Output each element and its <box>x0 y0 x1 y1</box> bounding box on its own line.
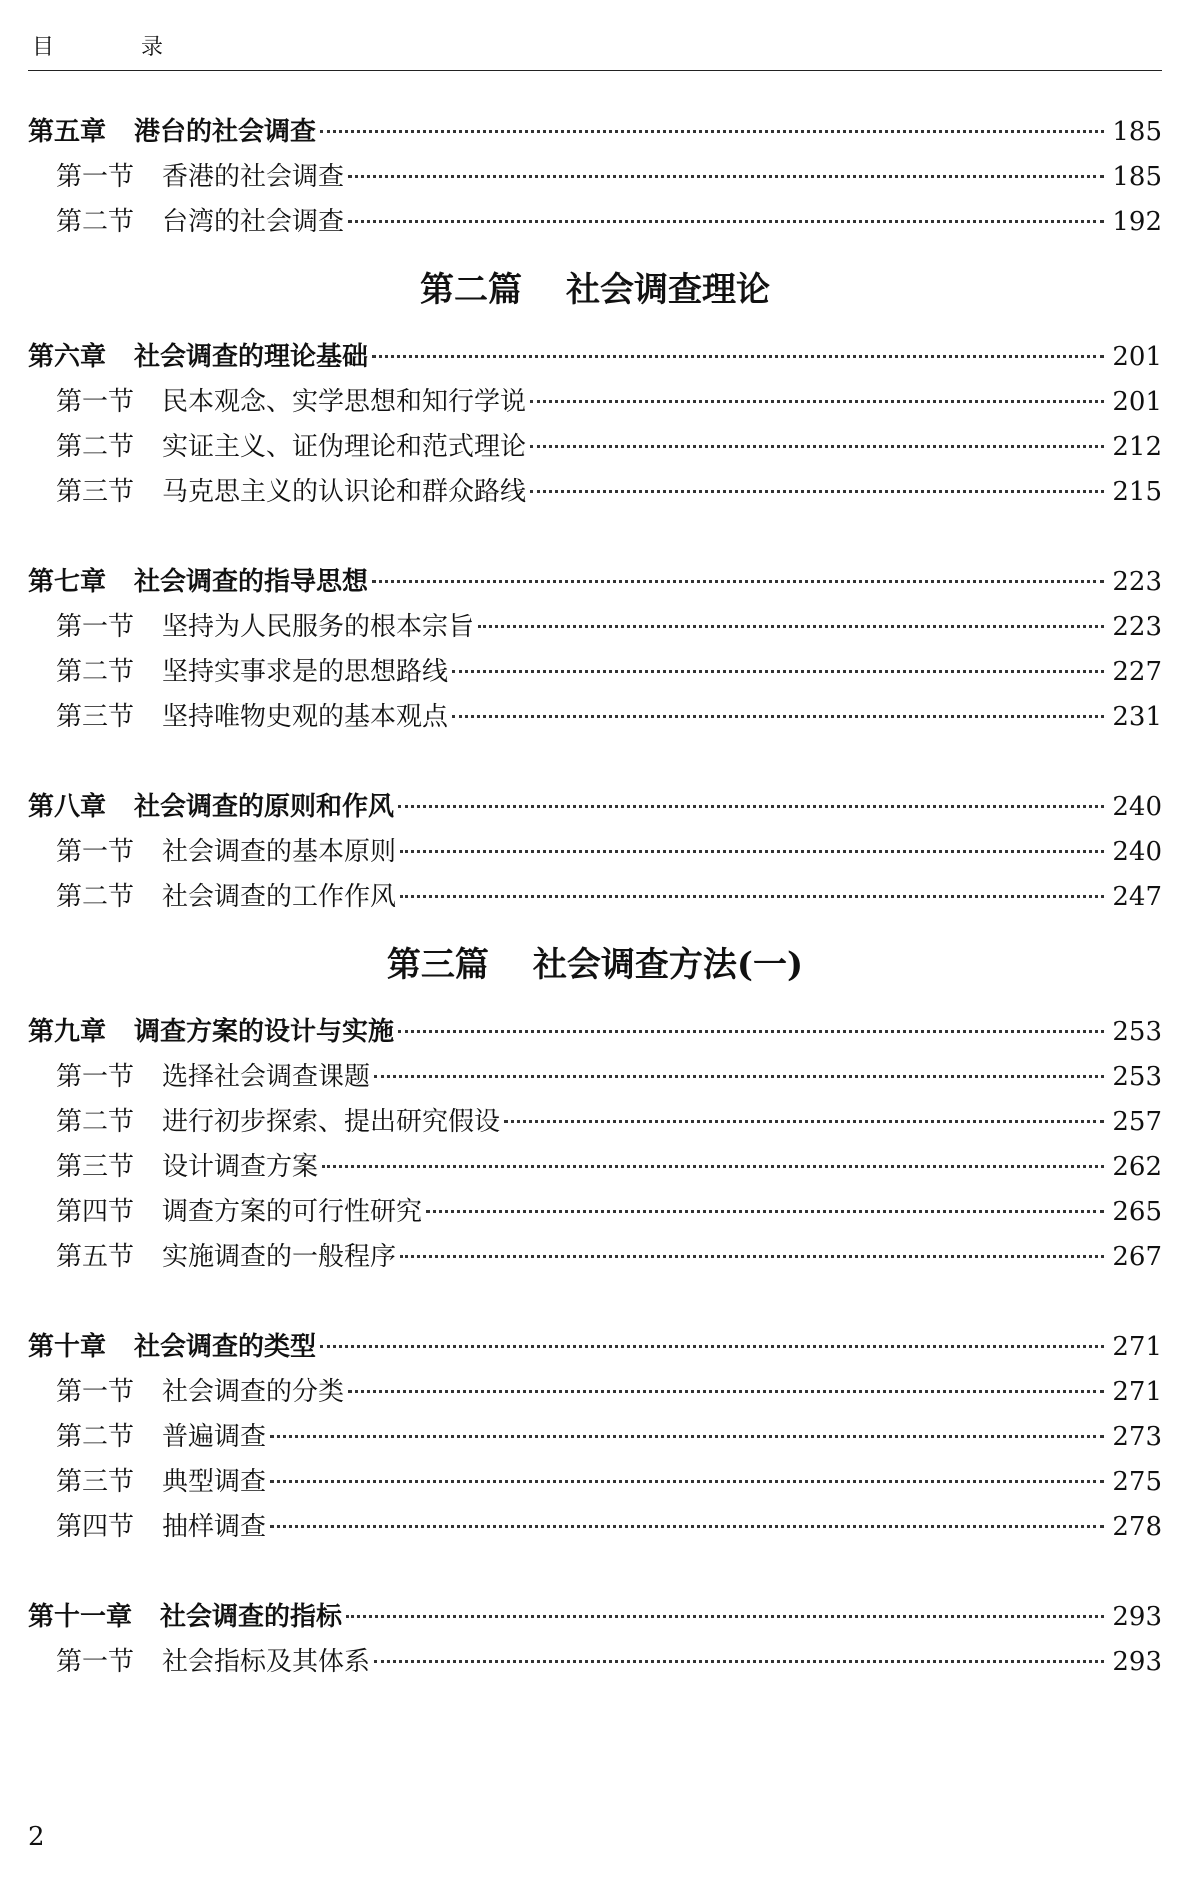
entry-label <box>56 380 526 425</box>
entry-label <box>56 470 526 515</box>
entry-label <box>56 1370 344 1415</box>
dot-leader <box>530 490 1104 493</box>
entry-label <box>56 425 526 470</box>
entry-label <box>28 1010 394 1055</box>
part-title: 社会调查理论 <box>566 270 770 310</box>
section-title: 社会指标及其体系 <box>162 1647 371 1677</box>
entry-page-number: 185 <box>1112 162 1162 192</box>
chapter-title: 调查方案的设计与实施 <box>134 1017 395 1047</box>
section-title: 选择社会调查课题 <box>162 1062 371 1092</box>
entry-label <box>56 695 448 740</box>
section-number: 第一节 <box>56 1062 135 1092</box>
entry-page-number: 240 <box>1112 792 1162 822</box>
chapter-title: 社会调查的原则和作风 <box>134 792 395 822</box>
dot-leader <box>478 625 1104 628</box>
chapter-number: 第八章 <box>28 792 107 822</box>
section-title: 实证主义、证伪理论和范式理论 <box>162 432 527 462</box>
dot-leader <box>348 220 1104 223</box>
entry-label <box>56 155 344 200</box>
dot-leader <box>270 1435 1104 1438</box>
entry-page-number: 185 <box>1112 117 1162 147</box>
section-number: 第三节 <box>56 702 135 732</box>
dot-leader <box>530 400 1104 403</box>
entry-label <box>56 875 396 920</box>
section-title: 社会调查的分类 <box>162 1377 345 1407</box>
entry-label <box>56 1100 500 1145</box>
toc-section-row[interactable] <box>28 1235 1162 1280</box>
entry-page-number: 201 <box>1112 387 1162 417</box>
toc-section-row[interactable] <box>28 695 1162 740</box>
dot-leader <box>398 805 1104 808</box>
section-title: 进行初步探索、提出研究假设 <box>162 1107 501 1137</box>
section-number: 第三节 <box>56 1152 135 1182</box>
entry-label <box>56 200 344 245</box>
entry-label <box>56 1505 266 1550</box>
section-number: 第二节 <box>56 882 135 912</box>
dot-leader <box>270 1525 1104 1528</box>
dot-leader <box>400 895 1104 898</box>
section-title: 典型调查 <box>162 1467 267 1497</box>
section-title: 社会调查的基本原则 <box>162 837 397 867</box>
entry-label <box>56 1055 370 1100</box>
section-number: 第三节 <box>56 1467 135 1497</box>
chapter-title: 社会调查的指导思想 <box>134 567 369 597</box>
section-number: 第一节 <box>56 837 135 867</box>
dot-leader <box>320 1345 1104 1348</box>
entry-page-number: 271 <box>1112 1377 1162 1407</box>
entry-page-number: 293 <box>1112 1602 1162 1632</box>
entry-label <box>28 1325 316 1370</box>
toc-section-row[interactable] <box>28 200 1162 245</box>
table-of-contents <box>28 110 1162 1685</box>
dot-leader <box>504 1120 1104 1123</box>
entry-page-number: 231 <box>1112 702 1162 732</box>
part-number: 第三篇 <box>386 945 489 985</box>
chapter-number: 第六章 <box>28 342 107 372</box>
toc-section-row[interactable] <box>28 605 1162 650</box>
dot-leader <box>400 1255 1104 1258</box>
toc-section-row[interactable] <box>28 380 1162 425</box>
dot-leader <box>346 1615 1104 1618</box>
page-header <box>28 26 1162 71</box>
section-number: 第一节 <box>56 1647 135 1677</box>
dot-leader <box>426 1210 1104 1213</box>
entry-label <box>56 830 396 875</box>
section-number: 第四节 <box>56 1197 135 1227</box>
section-title: 香港的社会调查 <box>162 162 345 192</box>
dot-leader <box>322 1165 1104 1168</box>
toc-spacer <box>28 740 1162 785</box>
toc-section-row[interactable] <box>28 425 1162 470</box>
entry-page-number: 223 <box>1112 612 1162 642</box>
section-title: 马克思主义的认识论和群众路线 <box>162 477 527 507</box>
entry-page-number: 253 <box>1112 1017 1162 1047</box>
section-number: 第三节 <box>56 477 135 507</box>
section-title: 抽样调查 <box>162 1512 267 1542</box>
section-number: 第一节 <box>56 612 135 642</box>
dot-leader <box>374 1660 1104 1663</box>
entry-page-number: 227 <box>1112 657 1162 687</box>
dot-leader <box>398 1030 1104 1033</box>
section-number: 第二节 <box>56 432 135 462</box>
toc-section-row[interactable] <box>28 470 1162 515</box>
entry-page-number: 253 <box>1112 1062 1162 1092</box>
toc-section-row[interactable] <box>28 1190 1162 1235</box>
chapter-number: 第五章 <box>28 117 107 147</box>
section-number: 第四节 <box>56 1512 135 1542</box>
toc-section-row[interactable] <box>28 155 1162 200</box>
dot-leader <box>530 445 1104 448</box>
entry-page-number: 267 <box>1112 1242 1162 1272</box>
toc-chapter-row[interactable] <box>28 110 1162 155</box>
toc-section-row[interactable] <box>28 1460 1162 1505</box>
dot-leader <box>270 1480 1104 1483</box>
entry-page-number: 271 <box>1112 1332 1162 1362</box>
chapter-title: 社会调查的指标 <box>160 1602 343 1632</box>
section-number: 第二节 <box>56 1107 135 1137</box>
dot-leader <box>372 355 1104 358</box>
section-number: 第二节 <box>56 207 135 237</box>
part-title: 社会调查方法(一) <box>532 945 804 985</box>
entry-page-number: 215 <box>1112 477 1162 507</box>
dot-leader <box>372 580 1104 583</box>
entry-label <box>56 1145 318 1190</box>
entry-label <box>56 605 474 650</box>
toc-spacer <box>28 1280 1162 1325</box>
dot-leader <box>320 130 1104 133</box>
entry-page-number: 262 <box>1112 1152 1162 1182</box>
toc-section-row[interactable] <box>28 1100 1162 1145</box>
entry-label <box>56 1190 422 1235</box>
chapter-number: 第十一章 <box>28 1602 133 1632</box>
section-number: 第一节 <box>56 387 135 417</box>
chapter-number: 第九章 <box>28 1017 107 1047</box>
entry-page-number: 257 <box>1112 1107 1162 1137</box>
toc-section-row[interactable] <box>28 875 1162 920</box>
section-number: 第二节 <box>56 657 135 687</box>
entry-label <box>56 1415 266 1460</box>
section-title: 设计调查方案 <box>162 1152 319 1182</box>
toc-chapter-row[interactable] <box>28 335 1162 380</box>
chapter-title: 社会调查的类型 <box>134 1332 317 1362</box>
entry-page-number: 265 <box>1112 1197 1162 1227</box>
part-heading <box>28 245 1162 335</box>
toc-chapter-row[interactable] <box>28 1325 1162 1370</box>
toc-chapter-row[interactable] <box>28 1010 1162 1055</box>
entry-page-number: 247 <box>1112 882 1162 912</box>
section-title: 社会调查的工作作风 <box>162 882 397 912</box>
entry-page-number: 201 <box>1112 342 1162 372</box>
toc-chapter-row[interactable] <box>28 785 1162 830</box>
entry-label <box>56 1640 370 1685</box>
section-title: 调查方案的可行性研究 <box>162 1197 423 1227</box>
section-title: 实施调查的一般程序 <box>162 1242 397 1272</box>
dot-leader <box>374 1075 1104 1078</box>
toc-section-row[interactable] <box>28 830 1162 875</box>
header-title: 目 录 <box>32 35 203 60</box>
section-title: 普遍调查 <box>162 1422 267 1452</box>
toc-section-row[interactable] <box>28 1145 1162 1190</box>
toc-chapter-row[interactable] <box>28 1595 1162 1640</box>
toc-section-row[interactable] <box>28 1640 1162 1685</box>
chapter-number: 第七章 <box>28 567 107 597</box>
section-number: 第五节 <box>56 1242 135 1272</box>
chapter-number: 第十章 <box>28 1332 107 1362</box>
section-title: 坚持为人民服务的根本宗旨 <box>162 612 475 642</box>
entry-label <box>28 110 316 155</box>
entry-label <box>28 785 394 830</box>
toc-spacer <box>28 515 1162 560</box>
part-heading <box>28 920 1162 1010</box>
toc-section-row[interactable] <box>28 1415 1162 1460</box>
dot-leader <box>348 1390 1104 1393</box>
toc-chapter-row[interactable] <box>28 560 1162 605</box>
entry-label <box>28 335 368 380</box>
chapter-title: 港台的社会调查 <box>134 117 317 147</box>
entry-label <box>56 1235 396 1280</box>
entry-page-number: 223 <box>1112 567 1162 597</box>
section-number: 第一节 <box>56 162 135 192</box>
section-title: 台湾的社会调查 <box>162 207 345 237</box>
entry-page-number: 192 <box>1112 207 1162 237</box>
entry-page-number: 293 <box>1112 1647 1162 1677</box>
entry-label <box>56 1460 266 1505</box>
page-number: 2 <box>28 1822 45 1852</box>
dot-leader <box>452 715 1104 718</box>
part-number: 第二篇 <box>420 270 522 310</box>
entry-label <box>28 1595 342 1640</box>
section-number: 第二节 <box>56 1422 135 1452</box>
section-title: 坚持唯物史观的基本观点 <box>162 702 449 732</box>
entry-page-number: 278 <box>1112 1512 1162 1542</box>
entry-page-number: 212 <box>1112 432 1162 462</box>
toc-section-row[interactable] <box>28 1055 1162 1100</box>
toc-section-row[interactable] <box>28 1370 1162 1415</box>
entry-page-number: 273 <box>1112 1422 1162 1452</box>
chapter-title: 社会调查的理论基础 <box>134 342 369 372</box>
toc-section-row[interactable] <box>28 1505 1162 1550</box>
entry-label <box>28 560 368 605</box>
toc-spacer <box>28 1550 1162 1595</box>
entry-label <box>56 650 448 695</box>
section-title: 民本观念、实学思想和知行学说 <box>162 387 527 417</box>
dot-leader <box>452 670 1104 673</box>
entry-page-number: 275 <box>1112 1467 1162 1497</box>
toc-section-row[interactable] <box>28 650 1162 695</box>
section-number: 第一节 <box>56 1377 135 1407</box>
dot-leader <box>400 850 1104 853</box>
section-title: 坚持实事求是的思想路线 <box>162 657 449 687</box>
dot-leader <box>348 175 1104 178</box>
entry-page-number: 240 <box>1112 837 1162 867</box>
